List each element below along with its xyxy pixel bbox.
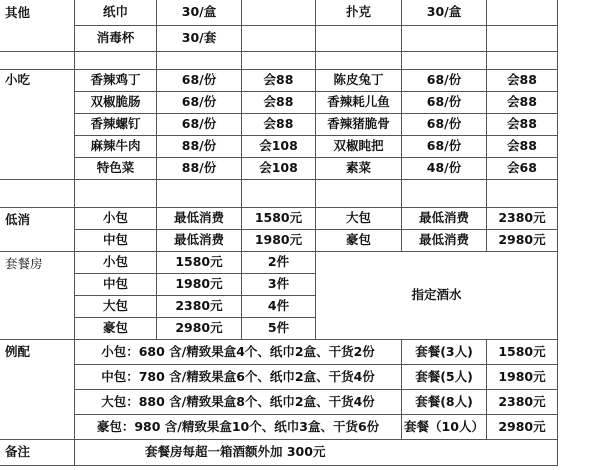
spacer-cell [0,52,75,70]
spacer-cell [157,180,242,208]
item-name: 扑克 [316,0,402,26]
spacer-cell [316,52,402,70]
min-spend-amount: 1980元 [242,230,316,252]
section-label-note: 备注 [0,440,75,466]
snack-price: 68/份 [157,114,242,136]
package-room-price: 1980元 [157,274,242,296]
min-spend-amount: 2380元 [487,208,558,230]
combo-description: 豪包：980 含/精致果盒10个、纸巾3盒、干货6份 [75,415,402,440]
snack-name: 特色菜 [75,158,157,180]
min-spend-label: 最低消费 [402,230,487,252]
snack-name: 双椒脆肠 [75,92,157,114]
snack-member-price: 会88 [487,136,558,158]
combo-set: 套餐（10人） [402,415,487,440]
snack-price: 68/份 [157,92,242,114]
combo-set: 套餐(5人) [402,365,487,390]
combo-description: 中包：780 含/精致果盒6个、纸巾2盒、干货4份 [75,365,402,390]
package-room-qty: 5件 [242,318,316,340]
snack-member-price: 会108 [242,136,316,158]
package-room-price: 1580元 [157,252,242,274]
snack-price: 88/份 [157,136,242,158]
item-price: 30/盒 [157,0,242,26]
package-room-name: 中包 [75,274,157,296]
snack-member-price: 会88 [242,92,316,114]
min-spend-label: 最低消费 [157,208,242,230]
spacer-cell [75,180,157,208]
spacer-cell [487,52,558,70]
spacer-cell [75,52,157,70]
package-room-name: 小包 [75,252,157,274]
snack-member-price: 会68 [487,158,558,180]
spacer-cell [242,180,316,208]
package-room-name: 豪包 [75,318,157,340]
section-label-other: 其他 [0,0,75,26]
combo-price: 2380元 [487,390,558,415]
package-room-qty: 3件 [242,274,316,296]
empty-cell [242,26,316,52]
empty-cell [487,26,558,52]
snack-price: 68/份 [157,70,242,92]
snack-name: 陈皮兔丁 [316,70,402,92]
item-name: 纸巾 [75,0,157,26]
package-note: 指定酒水 [316,252,558,340]
package-room-qty: 4件 [242,296,316,318]
room-name: 小包 [75,208,157,230]
snack-price: 88/份 [157,158,242,180]
snack-name: 香辣猪脆骨 [316,114,402,136]
snack-name: 双椒盹把 [316,136,402,158]
empty-cell [487,0,558,26]
item-price: 30/盒 [402,0,487,26]
snack-name: 香辣鸡丁 [75,70,157,92]
room-name: 豪包 [316,230,402,252]
snack-price: 68/份 [402,136,487,158]
snack-member-price: 会88 [242,70,316,92]
package-room-name: 大包 [75,296,157,318]
snack-name: 素菜 [316,158,402,180]
min-spend-amount: 2980元 [487,230,558,252]
spacer-cell [242,52,316,70]
combo-description: 小包：680 含/精致果盒4个、纸巾2盒、干货2份 [75,340,402,365]
min-spend-amount: 1580元 [242,208,316,230]
package-room-qty: 2件 [242,252,316,274]
package-room-price: 2380元 [157,296,242,318]
snack-member-price: 会88 [242,114,316,136]
snack-price: 68/份 [402,114,487,136]
note-text: 套餐房每超一箱酒额外加 300元 [75,440,558,466]
combo-price: 1580元 [487,340,558,365]
empty-cell [402,26,487,52]
combo-price: 1980元 [487,365,558,390]
item-name: 消毒杯 [75,26,157,52]
snack-member-price: 会88 [487,70,558,92]
snack-member-price: 会108 [242,158,316,180]
snack-price: 68/份 [402,70,487,92]
spacer-cell [402,52,487,70]
snack-name: 麻辣牛肉 [75,136,157,158]
section-label-min-spend: 低消 [0,208,75,252]
snack-member-price: 会88 [487,114,558,136]
combo-description: 大包：880 含/精致果盒8个、纸巾2盒、干货4份 [75,390,402,415]
spacer-cell [157,52,242,70]
empty-cell [316,26,402,52]
snack-price: 48/份 [402,158,487,180]
combo-set: 套餐(3人) [402,340,487,365]
empty-cell [242,0,316,26]
room-name: 中包 [75,230,157,252]
package-room-price: 2980元 [157,318,242,340]
room-name: 大包 [316,208,402,230]
section-label-combo: 例配 [0,340,75,440]
spacer-cell [316,180,402,208]
item-price: 30/套 [157,26,242,52]
combo-price: 2980元 [487,415,558,440]
snack-price: 68/份 [402,92,487,114]
combo-set: 套餐(8人) [402,390,487,415]
snack-name: 香辣耗儿鱼 [316,92,402,114]
section-label-package-room: 套餐房 [0,252,75,340]
section-label-spacer [0,26,75,52]
spacer-cell [0,180,75,208]
spacer-cell [487,180,558,208]
min-spend-label: 最低消费 [157,230,242,252]
section-label-snack: 小吃 [0,70,75,180]
min-spend-label: 最低消费 [402,208,487,230]
snack-name: 香辣螺钉 [75,114,157,136]
spacer-cell [402,180,487,208]
snack-member-price: 会88 [487,92,558,114]
